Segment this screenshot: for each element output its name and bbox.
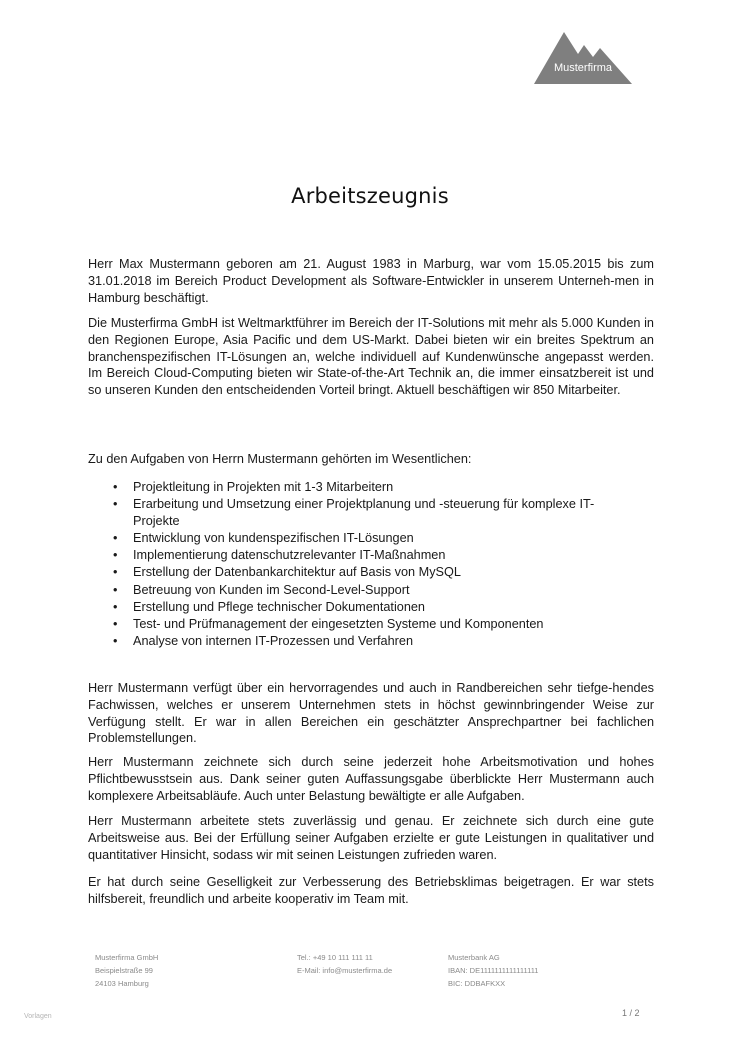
- footer-bank: Musterbank AG IBAN: DE1111111111111111 BIC: DDBAFKXX: [448, 953, 539, 988]
- bullet-icon: •: [113, 497, 118, 512]
- page-number: 1 / 2: [622, 1008, 640, 1018]
- bullet-icon: •: [113, 565, 118, 580]
- list-item: • Projektleitung in Projekten mit 1-3 Mitarbeitern: [88, 479, 628, 496]
- logo-text: Musterfirma: [553, 62, 613, 74]
- bullet-icon: •: [113, 599, 118, 614]
- task-list: [88, 479, 628, 650]
- list-item: • Erstellung der Datenbankarchitektur auf Basis von MySQL: [88, 564, 628, 581]
- tasks-intro: Zu den Aufgaben von Herrn Mustermann gehörten im Wesentlichen:: [88, 452, 472, 466]
- mountain-logo-icon: [534, 30, 632, 84]
- expertise-paragraph: Herr Mustermann verfügt über ein hervorragendes und auch in Randbereichen sehr tiefge-hendes Fachwissen, welches er unserem Unternehmen stets in höchst gewinnbringender Weise zur Verfügung stellt. Er war in allen Bereichen ein geschätzter Ansprechpartner bei fachlichen Problemstellungen.: [88, 681, 654, 746]
- bullet-icon: •: [113, 531, 118, 546]
- bullet-icon: •: [113, 582, 118, 597]
- list-item: • Analyse von internen IT-Prozessen und Verfahren: [88, 633, 628, 650]
- bullet-icon: •: [113, 480, 118, 494]
- list-item: • Erstellung und Pflege technischer Dokumentationen: [88, 599, 628, 616]
- company-paragraph: Die Musterfirma GmbH ist Weltmarktführer im Bereich der IT-Solutions mit mehr als 5.000 Kunden in den Regionen Europe, Asia Pacific und dem US-Markt. Dabei bieten wir ein breites Spektrum an branchenspezifischen IT-Lösungen an, welche individuell auf Kundenwünsche angepasst werden. Im Bereich Cloud-Computing bieten wir State-of-the-Art Technik an, die immer einsatzbereit ist und so unseren Kunden den entscheidenden Vorteil bringt. Aktuell beschäftigen wir 850 Mitarbeiter.: [88, 316, 654, 398]
- footer-company: Musterfirma GmbH Beispielstraße 99 24103 Hamburg: [95, 953, 159, 988]
- intro-paragraph: Herr Max Mustermann geboren am 21. August 1983 in Marburg, war vom 15.05.2015 bis zum 31.01.2018 im Bereich Product Development als Software-Entwickler in unserem Unterneh-men in Hamburg beschäftigt.: [88, 257, 654, 305]
- list-item: • Betreuung von Kunden im Second-Level-Support: [88, 582, 628, 599]
- template-label: Vorlagen: [24, 1013, 52, 1020]
- footer-contact: Tel.: +49 10 111 111 11 E-Mail: info@musterfirma.de: [297, 953, 393, 975]
- list-item: • Entwicklung von kundenspezifischen IT-Lösungen: [88, 530, 628, 547]
- list-item: • Erarbeitung und Umsetzung einer Projektplanung und -steuerung für komplexe IT-Projekte: [113, 497, 595, 529]
- motivation-paragraph: Herr Mustermann zeichnete sich durch seine jederzeit hohe Arbeitsmotivation und hohes Pflichtbewusstsein aus. Dank seiner guten Auffassungsgabe überblickte Herr Mustermann auch komplexere Arbeitsabläufe. Auch unter Belastung bewältigte er alle Aufgaben.: [88, 755, 654, 803]
- list-item: • Test- und Prüfmanagement der eingesetzten Systeme und Komponenten: [88, 616, 628, 633]
- bullet-icon: •: [113, 548, 118, 563]
- bullet-icon: •: [113, 616, 118, 631]
- teamwork-paragraph: Er hat durch seine Geselligkeit zur Verbesserung des Betriebsklimas beigetragen. Er war stets hilfsbereit, freundlich und arbeite kooperativ im Team mit.: [88, 875, 654, 906]
- bullet-icon: •: [113, 633, 118, 648]
- company-logo: [534, 30, 632, 84]
- document-title: Arbeitszeugnis: [291, 184, 449, 208]
- performance-paragraph: Herr Mustermann arbeitete stets zuverlässig und genau. Er zeichnete sich durch eine gute Arbeitsweise aus. Bei der Erfüllung seiner Aufgaben erzielte er gute Leistungen in qualitativer und quantitativer Hinsicht, sodass wir mit seinen Leistungen zufrieden waren.: [88, 814, 654, 862]
- list-item: • Implementierung datenschutzrelevanter IT-Maßnahmen: [88, 547, 628, 564]
